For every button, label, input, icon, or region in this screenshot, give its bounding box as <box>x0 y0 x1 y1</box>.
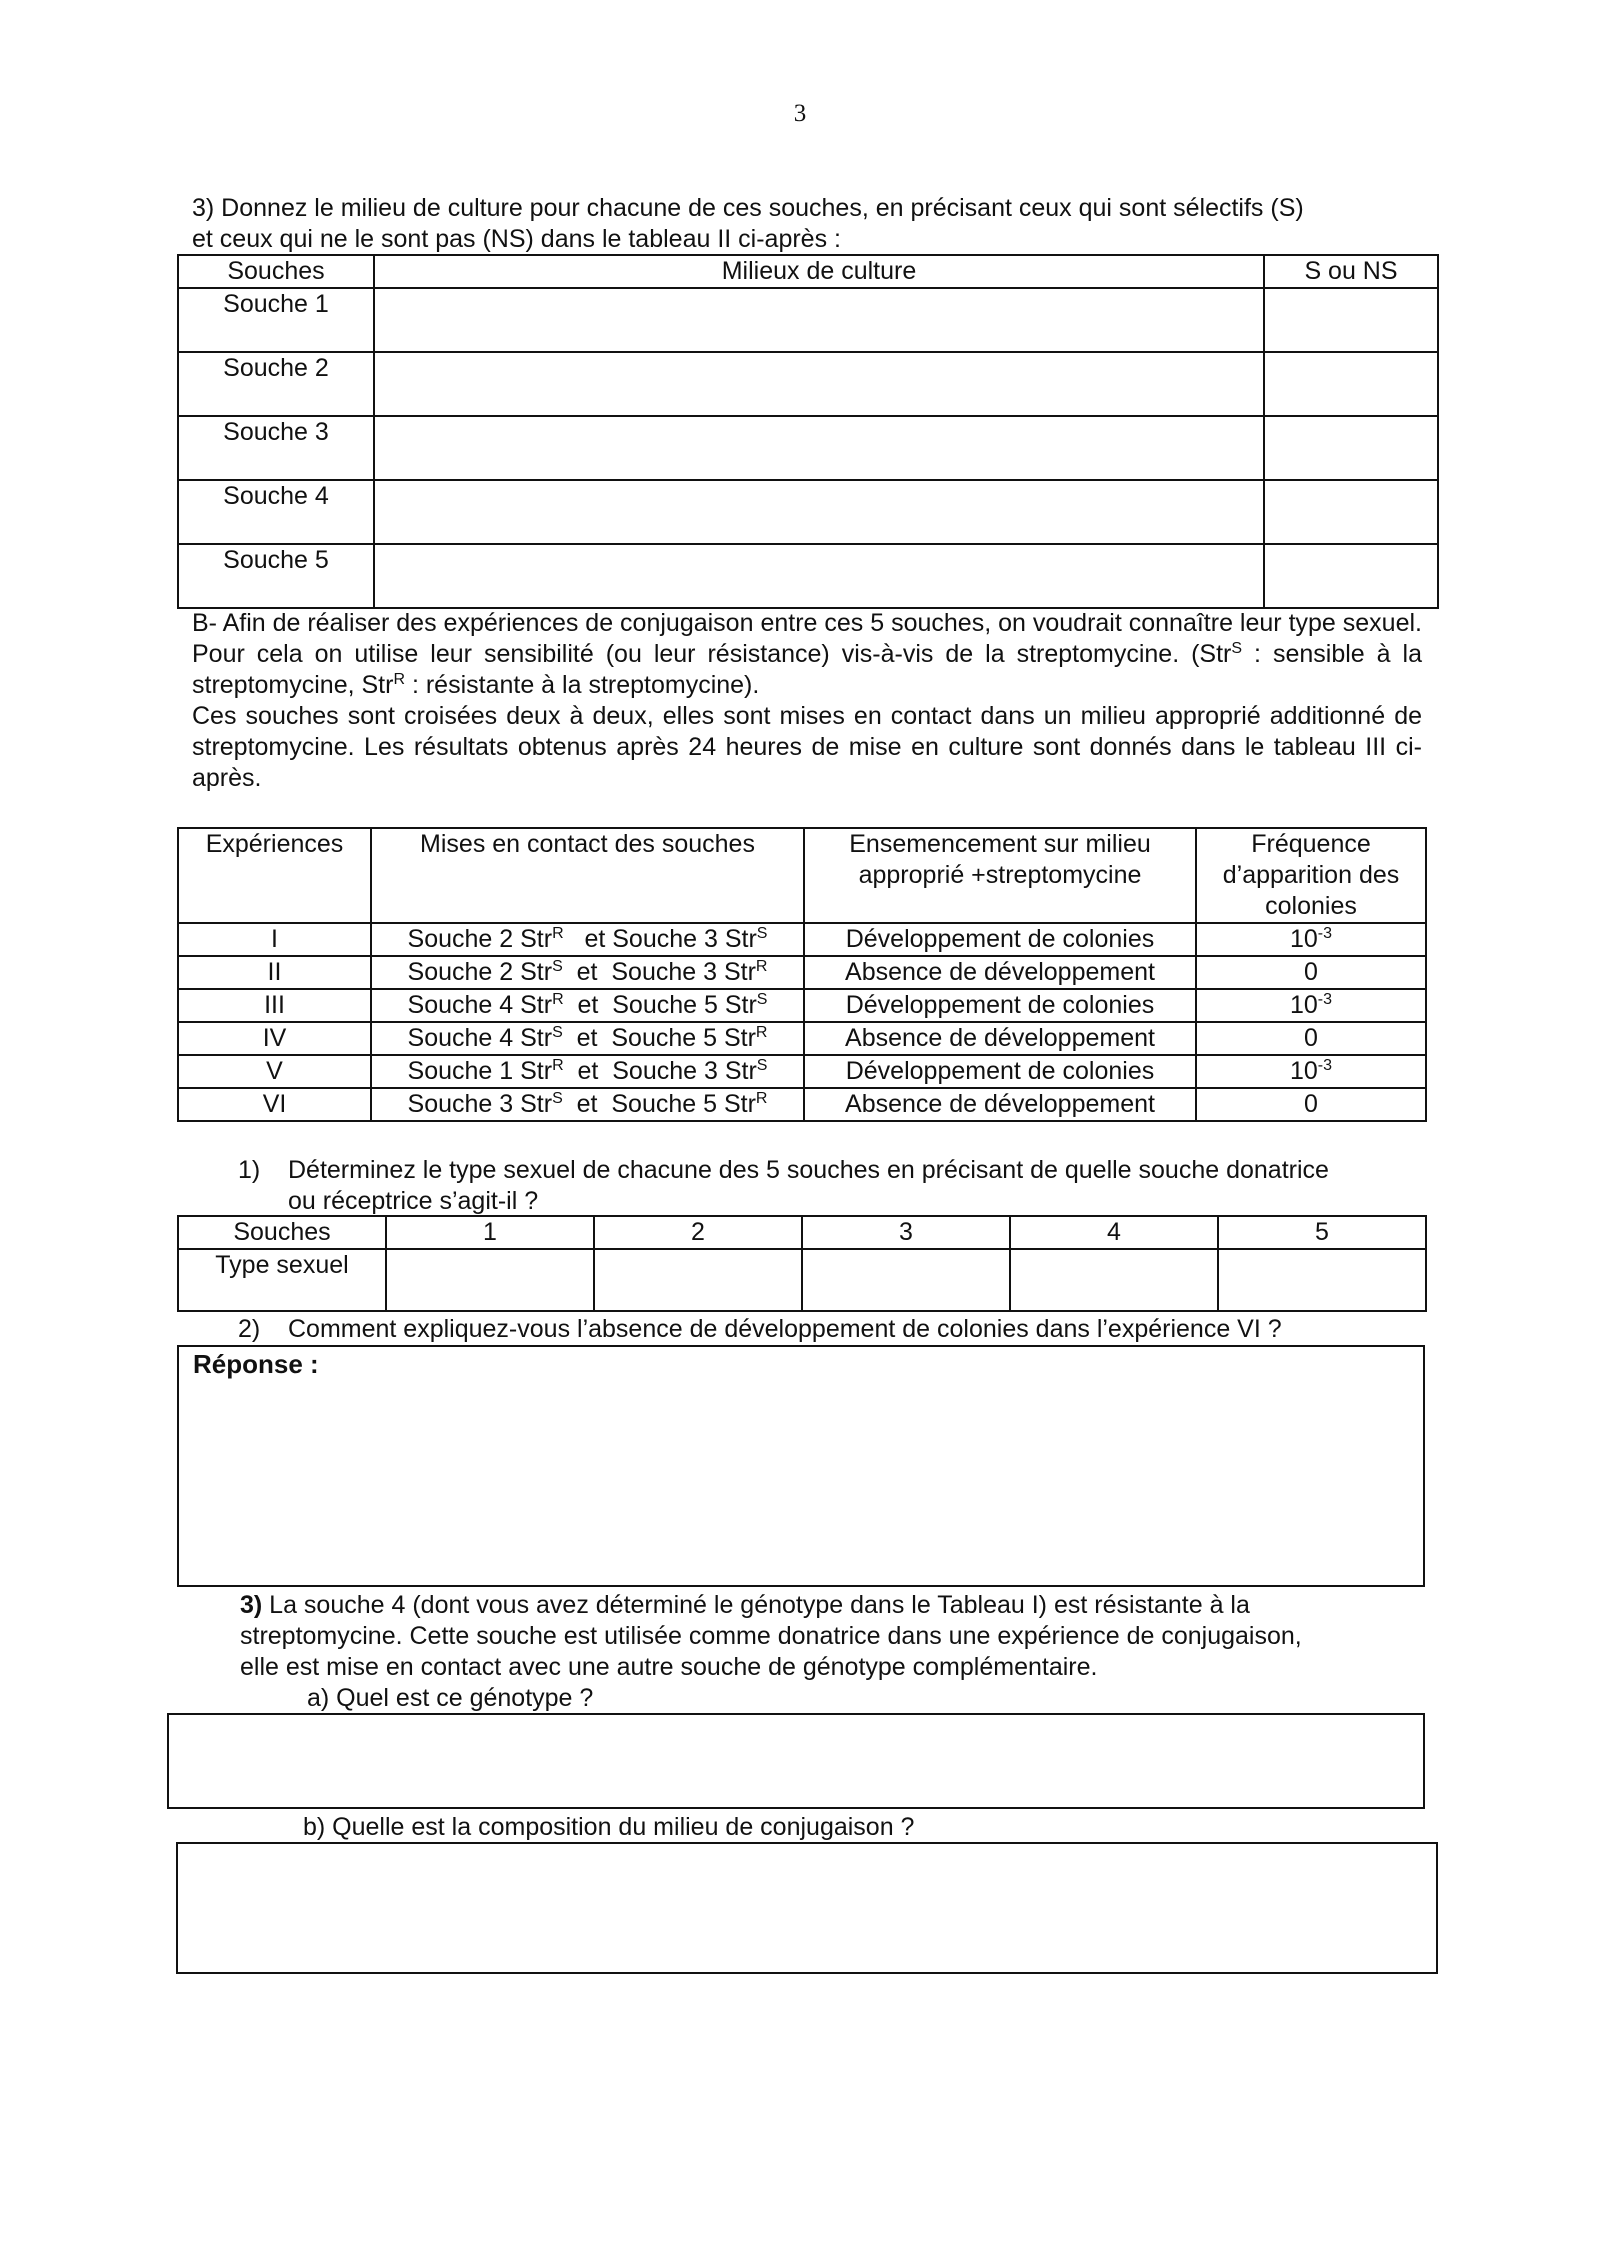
question-3-line3: elle est mise en contact avec une autre souche de génotype complémentaire. <box>240 1653 1098 1681</box>
question-3a-answer-box[interactable] <box>167 1713 1425 1809</box>
table-iii <box>177 827 1427 1122</box>
section-b-paragraph-2: Ces souches sont croisées deux à deux, elles sont mises en contact dans un milieu approprié additionné de streptomycine. Les résultats obtenus après 24 heures de mise en culture sont donnés dans le tableau III ci-après. <box>192 702 1422 792</box>
question-2-number: 2) <box>238 1315 261 1343</box>
question-3a-text: a) Quel est ce génotype ? <box>307 1684 594 1712</box>
result: Absence de développement <box>804 1088 1196 1121</box>
question-1-line1: Déterminez le type sexuel de chacune des 5 souches en précisant de quelle souche donatrice <box>288 1156 1329 1184</box>
table-ii-milieu-cell[interactable] <box>374 288 1264 352</box>
experience-number: VI <box>178 1088 371 1121</box>
frequency: $10^{-3}$ <box>1196 989 1426 1022</box>
frequency: $10^{-3}$ <box>1196 1055 1426 1088</box>
table-row <box>178 1055 1426 1088</box>
table-type-sexuel-row-label: Type sexuel <box>178 1249 386 1311</box>
table-type-sexuel-col-header: 2 <box>594 1216 802 1249</box>
question-2-answer-box[interactable] <box>177 1345 1425 1587</box>
table-ii-row-label: Souche 1 <box>178 288 374 352</box>
result: Absence de développement <box>804 1022 1196 1055</box>
souches-contact: Souche 2 Str$^R$ et Souche 3 Str$^S$ <box>371 923 804 956</box>
table-ii-row-label: Souche 5 <box>178 544 374 608</box>
question-2-text: Comment expliquez-vous l’absence de développement de colonies dans l’expérience VI ? <box>288 1315 1282 1343</box>
table-ii-milieu-cell[interactable] <box>374 480 1264 544</box>
table-type-sexuel-header-souches: Souches <box>178 1216 386 1249</box>
result: Absence de développement <box>804 956 1196 989</box>
table-ii-s-ns-cell[interactable] <box>1264 288 1438 352</box>
frequency: 0 <box>1196 1088 1426 1121</box>
table-ii-s-ns-cell[interactable] <box>1264 480 1438 544</box>
question-3-intro-line1: 3) Donnez le milieu de culture pour chacune de ces souches, en précisant ceux qui sont sélectifs (S) <box>192 194 1304 222</box>
table-iii-header-ensemencement: Ensemencement sur milieu approprié +streptomycine <box>804 828 1196 923</box>
table-type-sexuel-col-header: 5 <box>1218 1216 1426 1249</box>
table-ii-milieu-cell[interactable] <box>374 416 1264 480</box>
table-ii-row-label: Souche 2 <box>178 352 374 416</box>
result: Développement de colonies <box>804 989 1196 1022</box>
type-sexuel-answer-cell[interactable] <box>1010 1249 1218 1311</box>
question-1-number: 1) <box>238 1156 261 1184</box>
souches-contact: Souche 3 Str$^S$ et Souche 5 Str$^R$ <box>371 1088 804 1121</box>
table-type-sexuel-col-header: 1 <box>386 1216 594 1249</box>
experience-number: IV <box>178 1022 371 1055</box>
page-number: 3 <box>793 100 807 127</box>
frequency: 0 <box>1196 956 1426 989</box>
type-sexuel-answer-cell[interactable] <box>1218 1249 1426 1311</box>
table-ii-header-s-ns: S ou NS <box>1264 255 1438 288</box>
table-ii-milieu-cell[interactable] <box>374 544 1264 608</box>
result: Développement de colonies <box>804 1055 1196 1088</box>
question-1-line2: ou réceptrice s’agit-il ? <box>288 1187 539 1215</box>
table-ii-s-ns-cell[interactable] <box>1264 416 1438 480</box>
question-3b-answer-box[interactable] <box>176 1842 1438 1974</box>
table-ii-header-milieux: Milieux de culture <box>374 255 1264 288</box>
table-ii-header-souches: Souches <box>178 255 374 288</box>
table-type-sexuel <box>177 1215 1427 1312</box>
table-ii-s-ns-cell[interactable] <box>1264 544 1438 608</box>
table-ii-s-ns-cell[interactable] <box>1264 352 1438 416</box>
table-row <box>178 923 1426 956</box>
table-type-sexuel-col-header: 4 <box>1010 1216 1218 1249</box>
table-ii-row-label: Souche 4 <box>178 480 374 544</box>
souches-contact: Souche 4 Str$^S$ et Souche 5 Str$^R$ <box>371 1022 804 1055</box>
souches-contact: Souche 4 Str$^R$ et Souche 5 Str$^S$ <box>371 989 804 1022</box>
frequency: $10^{-3}$ <box>1196 923 1426 956</box>
experience-number: III <box>178 989 371 1022</box>
type-sexuel-answer-cell[interactable] <box>802 1249 1010 1311</box>
table-iii-header-mises-en-contact: Mises en contact des souches <box>371 828 804 923</box>
table-row <box>178 1022 1426 1055</box>
table-row <box>178 956 1426 989</box>
experience-number: V <box>178 1055 371 1088</box>
souches-contact: Souche 2 Str$^S$ et Souche 3 Str$^R$ <box>371 956 804 989</box>
table-iii-header-experiences: Expériences <box>178 828 371 923</box>
question-3b-text: b) Quelle est la composition du milieu de conjugaison ? <box>303 1813 915 1841</box>
experience-number: I <box>178 923 371 956</box>
question-3-intro-line2: et ceux qui ne le sont pas (NS) dans le tableau II ci-après : <box>192 225 841 253</box>
table-row <box>178 1088 1426 1121</box>
result: Développement de colonies <box>804 923 1196 956</box>
type-sexuel-answer-cell[interactable] <box>594 1249 802 1311</box>
question-3-line2: streptomycine. Cette souche est utilisée comme donatrice dans une expérience de conjugaison, <box>240 1622 1302 1650</box>
souches-contact: Souche 1 Str$^R$ et Souche 3 Str$^S$ <box>371 1055 804 1088</box>
table-iii-header-frequence: Fréquence d’apparition des colonies <box>1196 828 1426 923</box>
table-type-sexuel-col-header: 3 <box>802 1216 1010 1249</box>
table-row <box>178 989 1426 1022</box>
answer-label: Réponse : <box>193 1349 319 1379</box>
type-sexuel-answer-cell[interactable] <box>386 1249 594 1311</box>
table-ii-row-label: Souche 3 <box>178 416 374 480</box>
section-b-paragraph-1: B- Afin de réaliser des expériences de conjugaison entre ces 5 souches, on voudrait connaître leur type sexuel. Pour cela on utilise leur sensibilité (ou leur résistance) vis-à-vis de la streptomycine. (Str$^S$ : sensible à la streptomycine, Str$^R$ : résistante à la streptomycine). <box>192 609 1422 699</box>
table-ii <box>177 254 1439 609</box>
experience-number: II <box>178 956 371 989</box>
frequency: 0 <box>1196 1022 1426 1055</box>
question-3-line1: 3) La souche 4 (dont vous avez déterminé le génotype dans le Tableau I) est résistante à la <box>240 1591 1250 1619</box>
table-ii-milieu-cell[interactable] <box>374 352 1264 416</box>
